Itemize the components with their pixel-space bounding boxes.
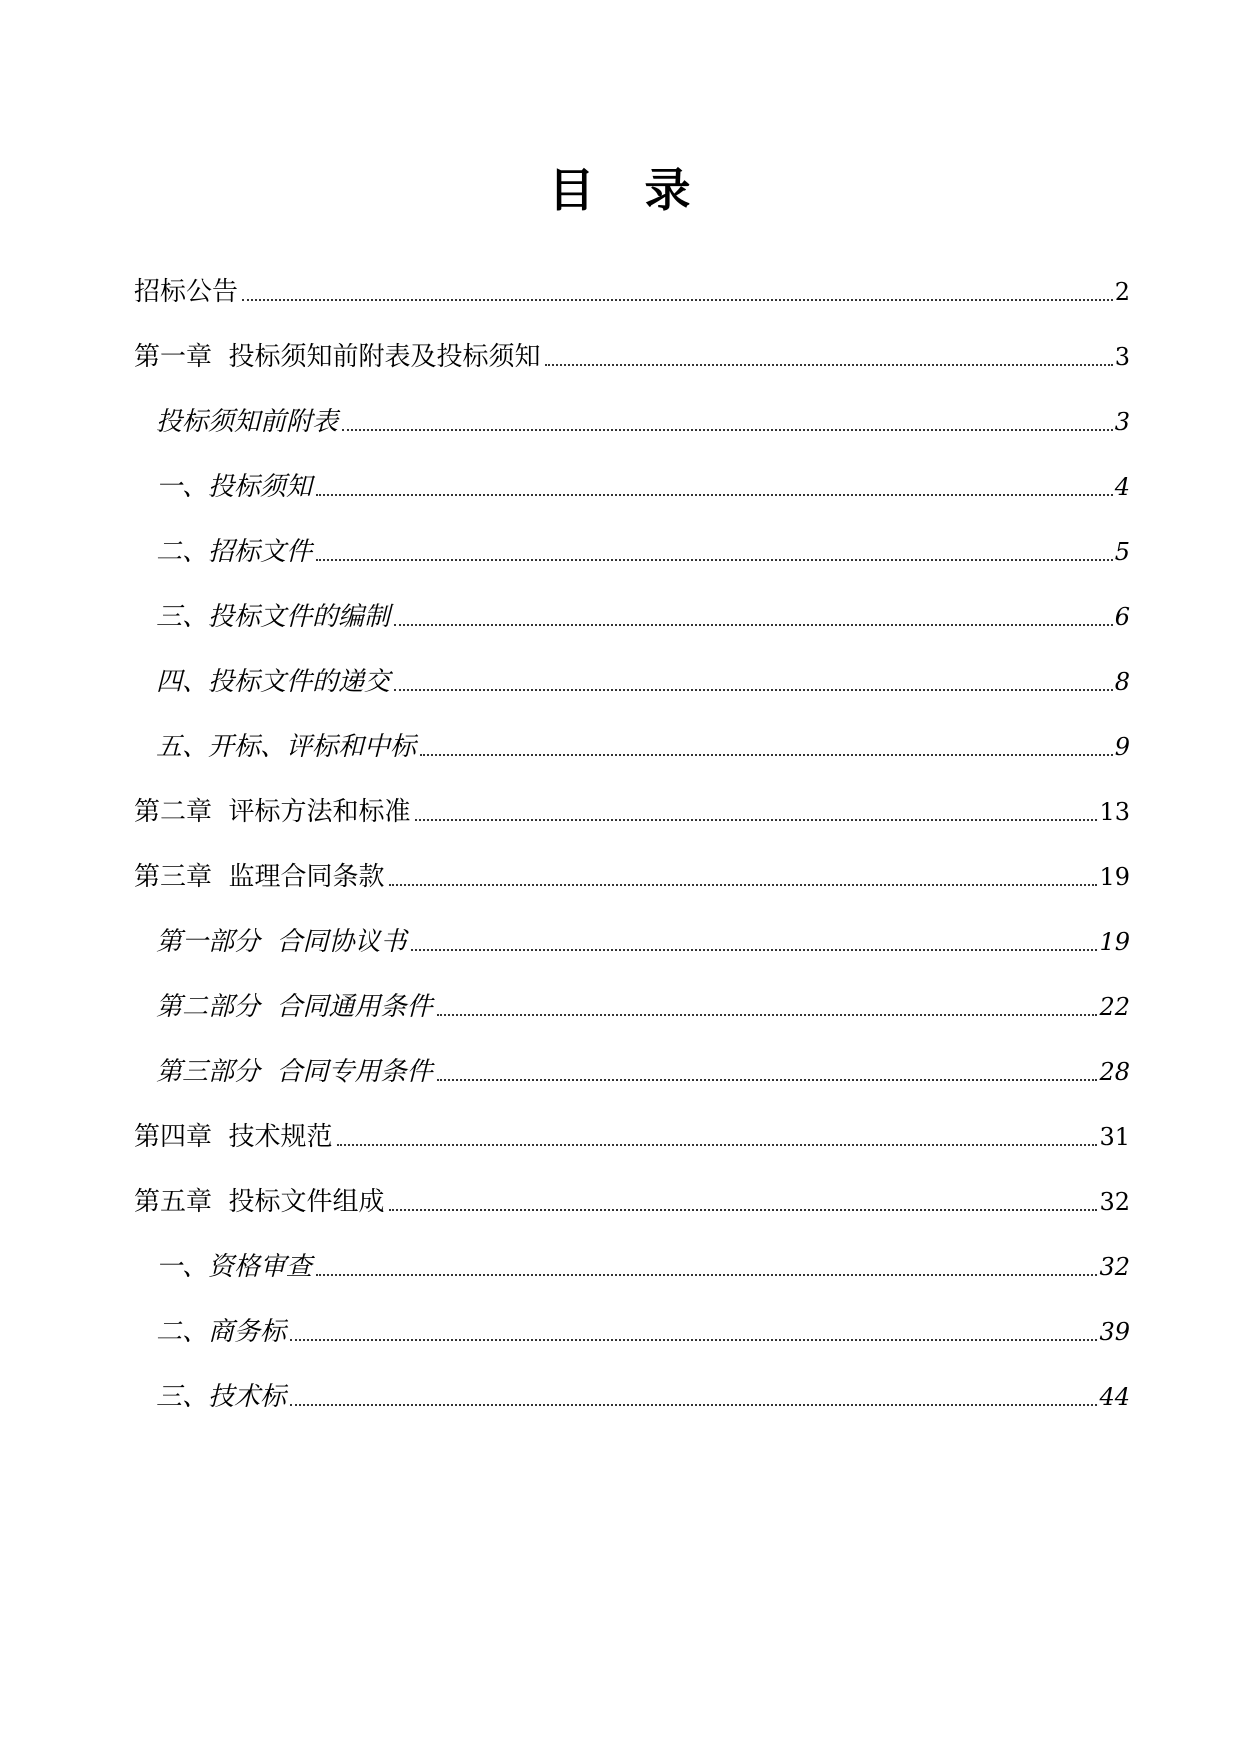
toc-page-number: 6 <box>1114 603 1130 631</box>
toc-entry[interactable] <box>156 593 1130 633</box>
toc-entry-text: 第一部分 合同协议书 <box>156 927 407 957</box>
toc-entry-text: 第四章 技术规范 <box>134 1122 333 1152</box>
toc-entry[interactable] <box>156 463 1130 503</box>
toc-entry[interactable] <box>156 1373 1130 1413</box>
toc-entry[interactable] <box>134 1113 1130 1153</box>
toc-entry-text: 四、投标文件的递交 <box>156 667 391 697</box>
dot-leader <box>242 298 1113 301</box>
dot-leader <box>437 1078 1098 1081</box>
dot-leader <box>437 1013 1098 1016</box>
toc-entry[interactable] <box>134 268 1130 308</box>
toc-entry-text: 投标须知前附表 <box>156 407 339 437</box>
toc-entry[interactable] <box>134 1178 1130 1218</box>
toc-page-number: 32 <box>1099 1188 1130 1216</box>
toc-page-number: 3 <box>1114 343 1130 371</box>
toc-entry-text: 一、投标须知 <box>156 472 313 502</box>
toc-page-number: 19 <box>1099 928 1130 956</box>
dot-leader <box>389 883 1098 886</box>
toc-entry-text: 三、技术标 <box>156 1382 287 1412</box>
toc-entry[interactable] <box>156 1308 1130 1348</box>
dot-leader <box>290 1403 1097 1406</box>
toc-entry[interactable] <box>156 983 1130 1023</box>
toc-entry-text: 二、招标文件 <box>156 537 313 567</box>
toc-page-number: 22 <box>1099 993 1130 1021</box>
dot-leader <box>290 1338 1097 1341</box>
toc-entry-text: 第三部分 合同专用条件 <box>156 1057 433 1087</box>
toc-page-number: 39 <box>1099 1318 1130 1346</box>
toc-entry[interactable] <box>156 1243 1130 1283</box>
toc-page-number: 28 <box>1099 1058 1130 1086</box>
toc-entry[interactable] <box>156 1048 1130 1088</box>
toc-page-number: 44 <box>1099 1383 1130 1411</box>
toc-page-number: 19 <box>1099 863 1130 891</box>
toc-page-number: 2 <box>1114 278 1130 306</box>
dot-leader <box>316 1273 1097 1276</box>
toc-page-number: 4 <box>1114 473 1130 501</box>
dot-leader <box>316 558 1113 561</box>
dot-leader <box>394 688 1113 691</box>
dot-leader <box>411 948 1098 951</box>
toc-page-number: 9 <box>1114 733 1130 761</box>
toc-page-number: 3 <box>1114 408 1130 436</box>
dot-leader <box>420 753 1113 756</box>
dot-leader <box>389 1208 1098 1211</box>
toc-page-number: 8 <box>1114 668 1130 696</box>
toc-entry-text: 第一章 投标须知前附表及投标须知 <box>134 342 541 372</box>
toc-entry[interactable] <box>134 853 1130 893</box>
toc-entry-text: 二、商务标 <box>156 1317 287 1347</box>
toc-entry[interactable] <box>156 528 1130 568</box>
toc-entry[interactable] <box>134 788 1130 828</box>
dot-leader <box>545 363 1113 366</box>
toc-entry[interactable] <box>156 918 1130 958</box>
toc-entry-text: 第二章 评标方法和标准 <box>134 797 411 827</box>
toc-page-number: 31 <box>1099 1123 1130 1151</box>
dot-leader <box>316 493 1113 496</box>
toc-entry[interactable] <box>156 658 1130 698</box>
toc-page-number: 32 <box>1099 1253 1130 1281</box>
toc-entry-text: 五、开标、评标和中标 <box>156 732 417 762</box>
toc-entry-text: 三、投标文件的编制 <box>156 602 391 632</box>
toc-page-number: 13 <box>1099 798 1130 826</box>
dot-leader <box>342 428 1113 431</box>
page-title: 目 录 <box>548 163 693 217</box>
toc-entry-text: 第二部分 合同通用条件 <box>156 992 433 1022</box>
toc-entry-text: 招标公告 <box>134 277 239 307</box>
toc-page-number: 5 <box>1114 538 1130 566</box>
toc-entry[interactable] <box>134 333 1130 373</box>
dot-leader <box>337 1143 1098 1146</box>
toc-entry-text: 第三章 监理合同条款 <box>134 862 385 892</box>
dot-leader <box>394 623 1113 626</box>
toc-entry[interactable] <box>156 398 1130 438</box>
toc-entry[interactable] <box>156 723 1130 763</box>
toc-entry-text: 一、资格审查 <box>156 1252 313 1282</box>
dot-leader <box>415 818 1098 821</box>
toc-entry-text: 第五章 投标文件组成 <box>134 1187 385 1217</box>
